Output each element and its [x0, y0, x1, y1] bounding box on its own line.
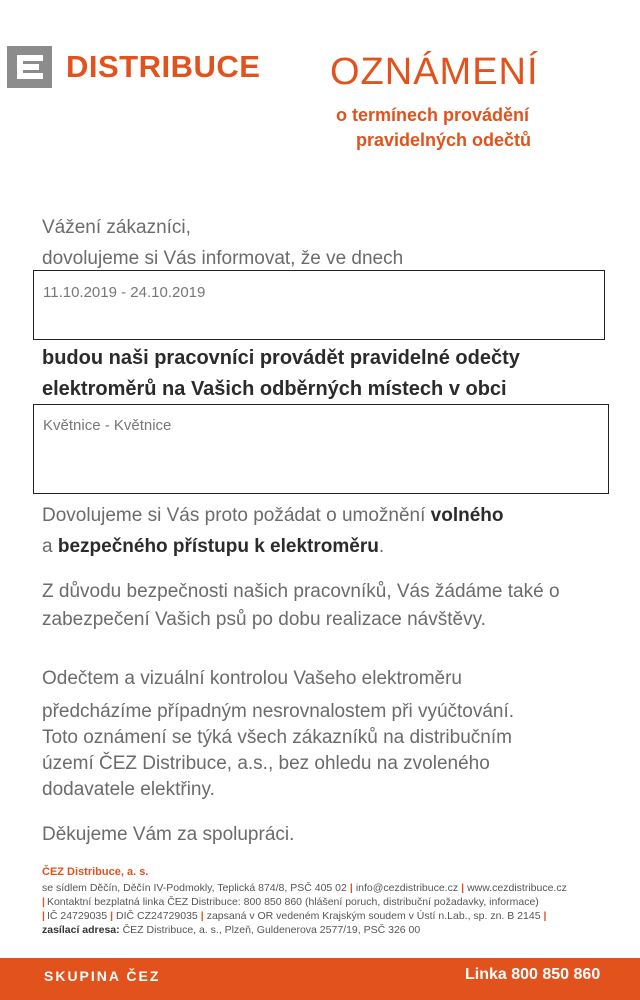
scope-line-1: Toto oznámení se týká všech zákazníků na distribučním	[42, 727, 512, 748]
footer-hotline: Kontaktní bezplatná linka ČEZ Distribuce: 800 850 860 (hlášení poruch, distribuční požadavky, informace)	[46, 896, 539, 908]
footer-address: se sídlem Děčín, Děčín IV-Podmokly, Teplická 874/8, PSČ 405 02	[42, 882, 347, 894]
request-bold-free: volného	[430, 505, 504, 526]
footer-dic: DIČ CZ24729035	[116, 910, 198, 922]
dogs-line-1: Z důvodu bezpečnosti našich pracovníků, Vás žádáme také o	[42, 581, 560, 602]
logo-text: DISTRIBUCE	[66, 49, 261, 84]
thanks-text: Děkujeme Vám za spolupráci.	[42, 824, 295, 845]
request-line-2	[42, 535, 384, 559]
date-range-box	[33, 270, 605, 340]
bold-statement-line-1: budou naši pracovníci provádět pravidelné odečty	[42, 347, 520, 369]
bold-statement-line-2: elektroměrů na Vašich odběrných místech v obci	[42, 378, 507, 400]
request-bold-access: bezpečného přístupu k elektroměru	[57, 536, 379, 557]
request-prefix: a	[42, 536, 58, 557]
location-box	[33, 404, 609, 494]
location-value: Květnice - Květnice	[43, 417, 172, 434]
footer-group-name: SKUPINA ČEZ	[44, 968, 161, 984]
footer-register: zapsaná v OR vedeném Krajským soudem v Ústí n.Lab., sp. zn. B 2145	[206, 910, 541, 922]
footer-company-name: ČEZ Distribuce, a. s.	[42, 866, 149, 878]
check-line-2: předcházíme případným nesrovnalostem při vyúčtování.	[42, 701, 515, 722]
subtitle-line-1: o termínech provádění	[336, 105, 530, 125]
request-text: Dovolujeme si Vás proto požádat o umožnění	[42, 505, 431, 526]
footer-registration-line: | IČ 24729035 | DIČ CZ24729035 | zapsaná v OR vedeném Krajským soudem v Ústí n.Lab., sp. zn. B 2145 |	[42, 910, 547, 922]
date-range-value: 11.10.2019 - 24.10.2019	[43, 284, 206, 301]
footer-postal-address: ČEZ Distribuce, a. s., Plzeň, Guldenerova 2577/19, PSČ 326 00	[122, 924, 421, 936]
cez-logo-mark-icon	[7, 46, 52, 88]
greeting: Vážení zákazníci,	[42, 217, 191, 238]
footer-address-line: se sídlem Děčín, Děčín IV-Podmokly, Teplická 874/8, PSČ 405 02 | info@cezdistribuce.cz | www.cezdistribuce.cz	[42, 882, 567, 894]
footer-postal-label: zasílací adresa:	[42, 924, 120, 936]
footer-postal-line	[42, 923, 420, 937]
subtitle-line-2: pravidelných odečtů	[356, 130, 532, 150]
request-period: .	[378, 536, 385, 557]
request-line-1	[42, 504, 504, 528]
footer-email-link[interactable]: info@cezdistribuce.cz	[355, 882, 459, 894]
dogs-line-2: zabezpečení Vašich psů po dobu realizace návštěvy.	[42, 609, 486, 630]
footer-hotline-line: | Kontaktní bezplatná linka ČEZ Distribuce: 800 850 860 (hlášení poruch, distribuční požadavky, informace)	[42, 896, 539, 908]
footer-ico: IČ 24729035	[46, 910, 108, 922]
page-title: OZNÁMENÍ	[330, 51, 539, 93]
scope-line-3: dodavatele elektřiny.	[42, 779, 215, 800]
check-line-1: Odečtem a vizuální kontrolou Vašeho elektroměru	[42, 668, 462, 689]
scope-line-2: území ČEZ Distribuce, a.s., bez ohledu na zvoleného	[42, 753, 490, 774]
footer-hotline-number[interactable]: Linka 800 850 860	[465, 966, 601, 983]
footer-web-link[interactable]: www.cezdistribuce.cz	[467, 882, 567, 894]
intro-text: dovolujeme si Vás informovat, že ve dnech	[42, 248, 404, 269]
